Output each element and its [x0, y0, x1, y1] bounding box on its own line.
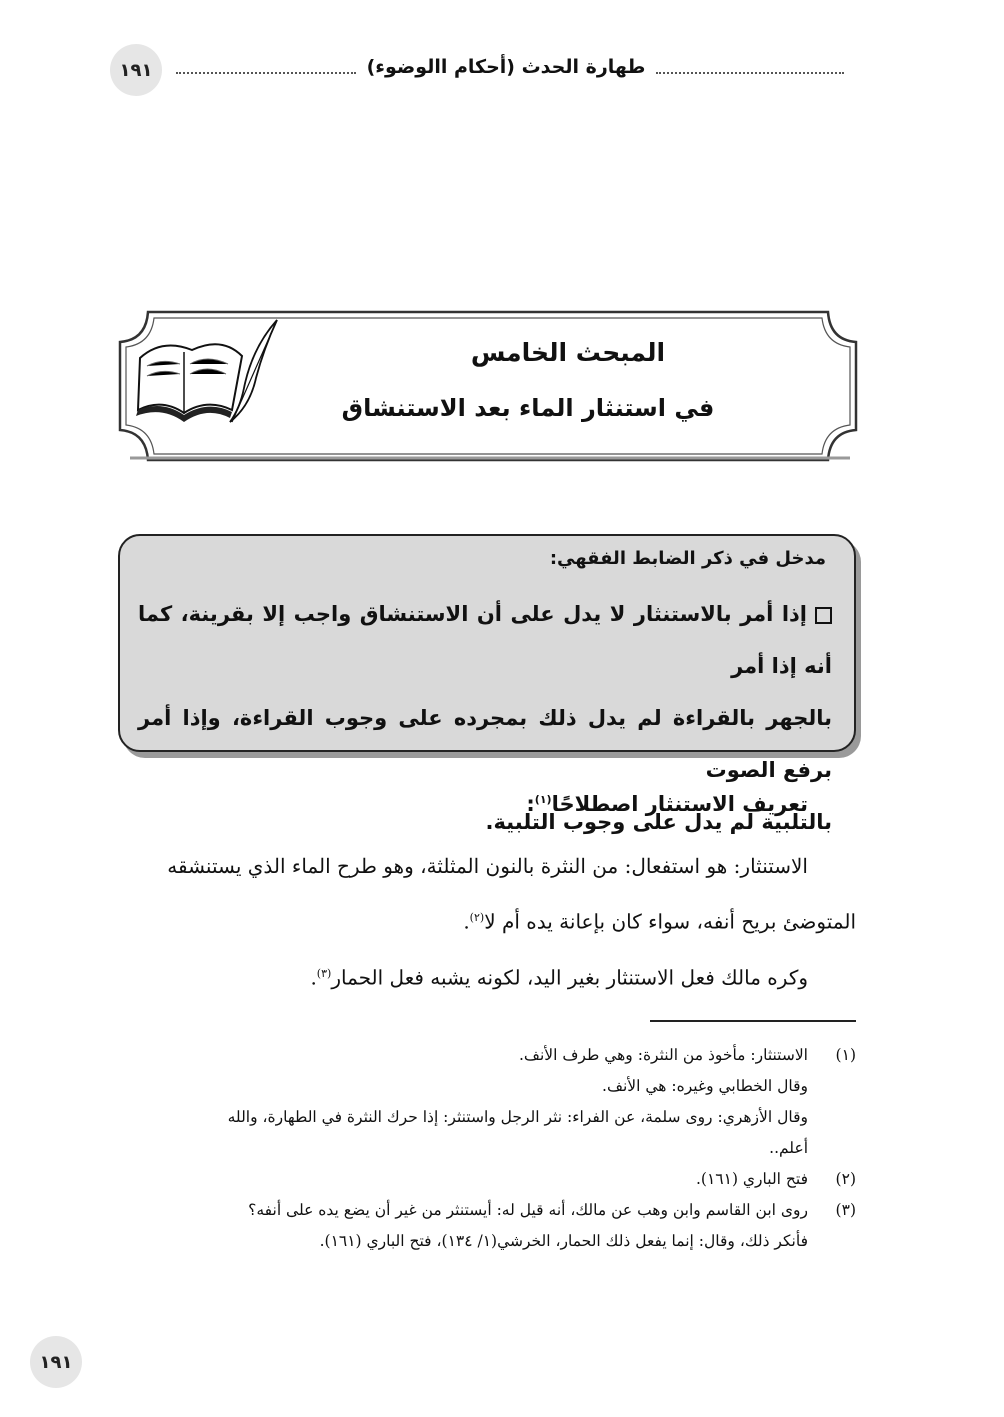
paragraph-2-ref: (٣): [316, 967, 332, 980]
footnote-1-number: (١): [835, 1046, 856, 1064]
rule-line-2: بالجهر بالقراءة لم يدل ذلك بمجرده على وجوب القراءة، وإذا أمر برفع الصوت: [138, 706, 832, 782]
footer-page-number: ١٩١: [39, 1351, 73, 1373]
footer-page-number-badge: [30, 1336, 82, 1388]
footnote-2-number: (٢): [835, 1170, 856, 1188]
footnote-2-line-1: فتح الباري (١٦١).: [695, 1170, 808, 1188]
section-title-ref: (١): [534, 793, 552, 806]
chapter-title-frame: [118, 310, 858, 462]
paragraph-2-end: .: [310, 965, 317, 990]
footnote-divider: [650, 1020, 856, 1022]
rule-line-1-text: إذا أمر بالاستنثار لا يدل على أن الاستنشاق واجب إلا بقرينة، كما أنه إذا أمر: [138, 602, 832, 678]
page-number-badge: [110, 44, 162, 96]
section-title-text: تعريف الاستنثار اصطلاحًا: [551, 792, 808, 816]
footnote-1-line-4: أعلم..: [769, 1139, 808, 1157]
chapter-title: المبحث الخامس: [470, 338, 666, 367]
rule-heading: مدخل في ذكر الضابط الفقهي:: [549, 548, 826, 569]
paragraph-1-ref: (٢): [469, 911, 485, 924]
chapter-subtitle: في استنثار الماء بعد الاستنشاق: [341, 394, 715, 422]
footnote-1-line-1: الاستنثار: مأخوذ من النثرة: وهي طرف الأنف.: [518, 1046, 808, 1064]
paragraph-1-line-2: [463, 890, 856, 950]
book-and-quill-icon: [132, 318, 282, 428]
rule-line-1: [138, 588, 832, 692]
paragraph-1-line-2-text: المتوضئ بريح أنفه، سواء كان بإعانة يده أم لا: [484, 909, 856, 934]
footnote-3-number: (٣): [835, 1201, 856, 1219]
paragraph-1-end: .: [463, 909, 470, 934]
footnote-1-line-3: وقال الأزهري: روى سلمة، عن الفراء: نثر الرجل واستنثر: إذا حرك النثرة في الطهارة، والله: [227, 1108, 808, 1126]
paragraph-2: [310, 946, 808, 1006]
checkbox-icon: [815, 607, 832, 624]
header-dots-right: [656, 72, 844, 74]
paragraph-2-text: وكره مالك فعل الاستنثار بغير اليد، لكونه يشبه فعل الحمار: [331, 965, 808, 990]
footnote-1: [116, 1040, 856, 1164]
footnote-3: [116, 1195, 856, 1257]
footnote-1-line-2: وقال الخطابي وغيره: هي الأنف.: [602, 1077, 808, 1095]
paragraph-1-line-1: الاستنثار: هو استفعال: من النثرة بالنون المثلثة، وهو طرح الماء الذي يستنشقه: [167, 854, 808, 878]
footnote-2: [116, 1164, 856, 1195]
footnotes: [116, 1040, 856, 1257]
section-title-end: :: [526, 792, 535, 816]
footnote-3-line-1: روى ابن القاسم وابن وهب عن مالك، أنه قيل له: أيستنثر من غير أن يضع يده على أنفه؟: [248, 1201, 808, 1219]
footnote-3-line-2: فأنكر ذلك، وقال: إنما يفعل ذلك الحمار، الخرشي(١/ ١٣٤)، فتح الباري (١٦١).: [319, 1232, 808, 1250]
page-number: ١٩١: [119, 59, 153, 81]
running-title: طهارة الحدث (أحكام االوضوء): [366, 56, 646, 78]
rule-line-3: بالتلبية لم يدل على وجوب التلبية.: [485, 810, 832, 834]
header-dots-left: [176, 72, 356, 74]
section-title: [526, 792, 808, 816]
